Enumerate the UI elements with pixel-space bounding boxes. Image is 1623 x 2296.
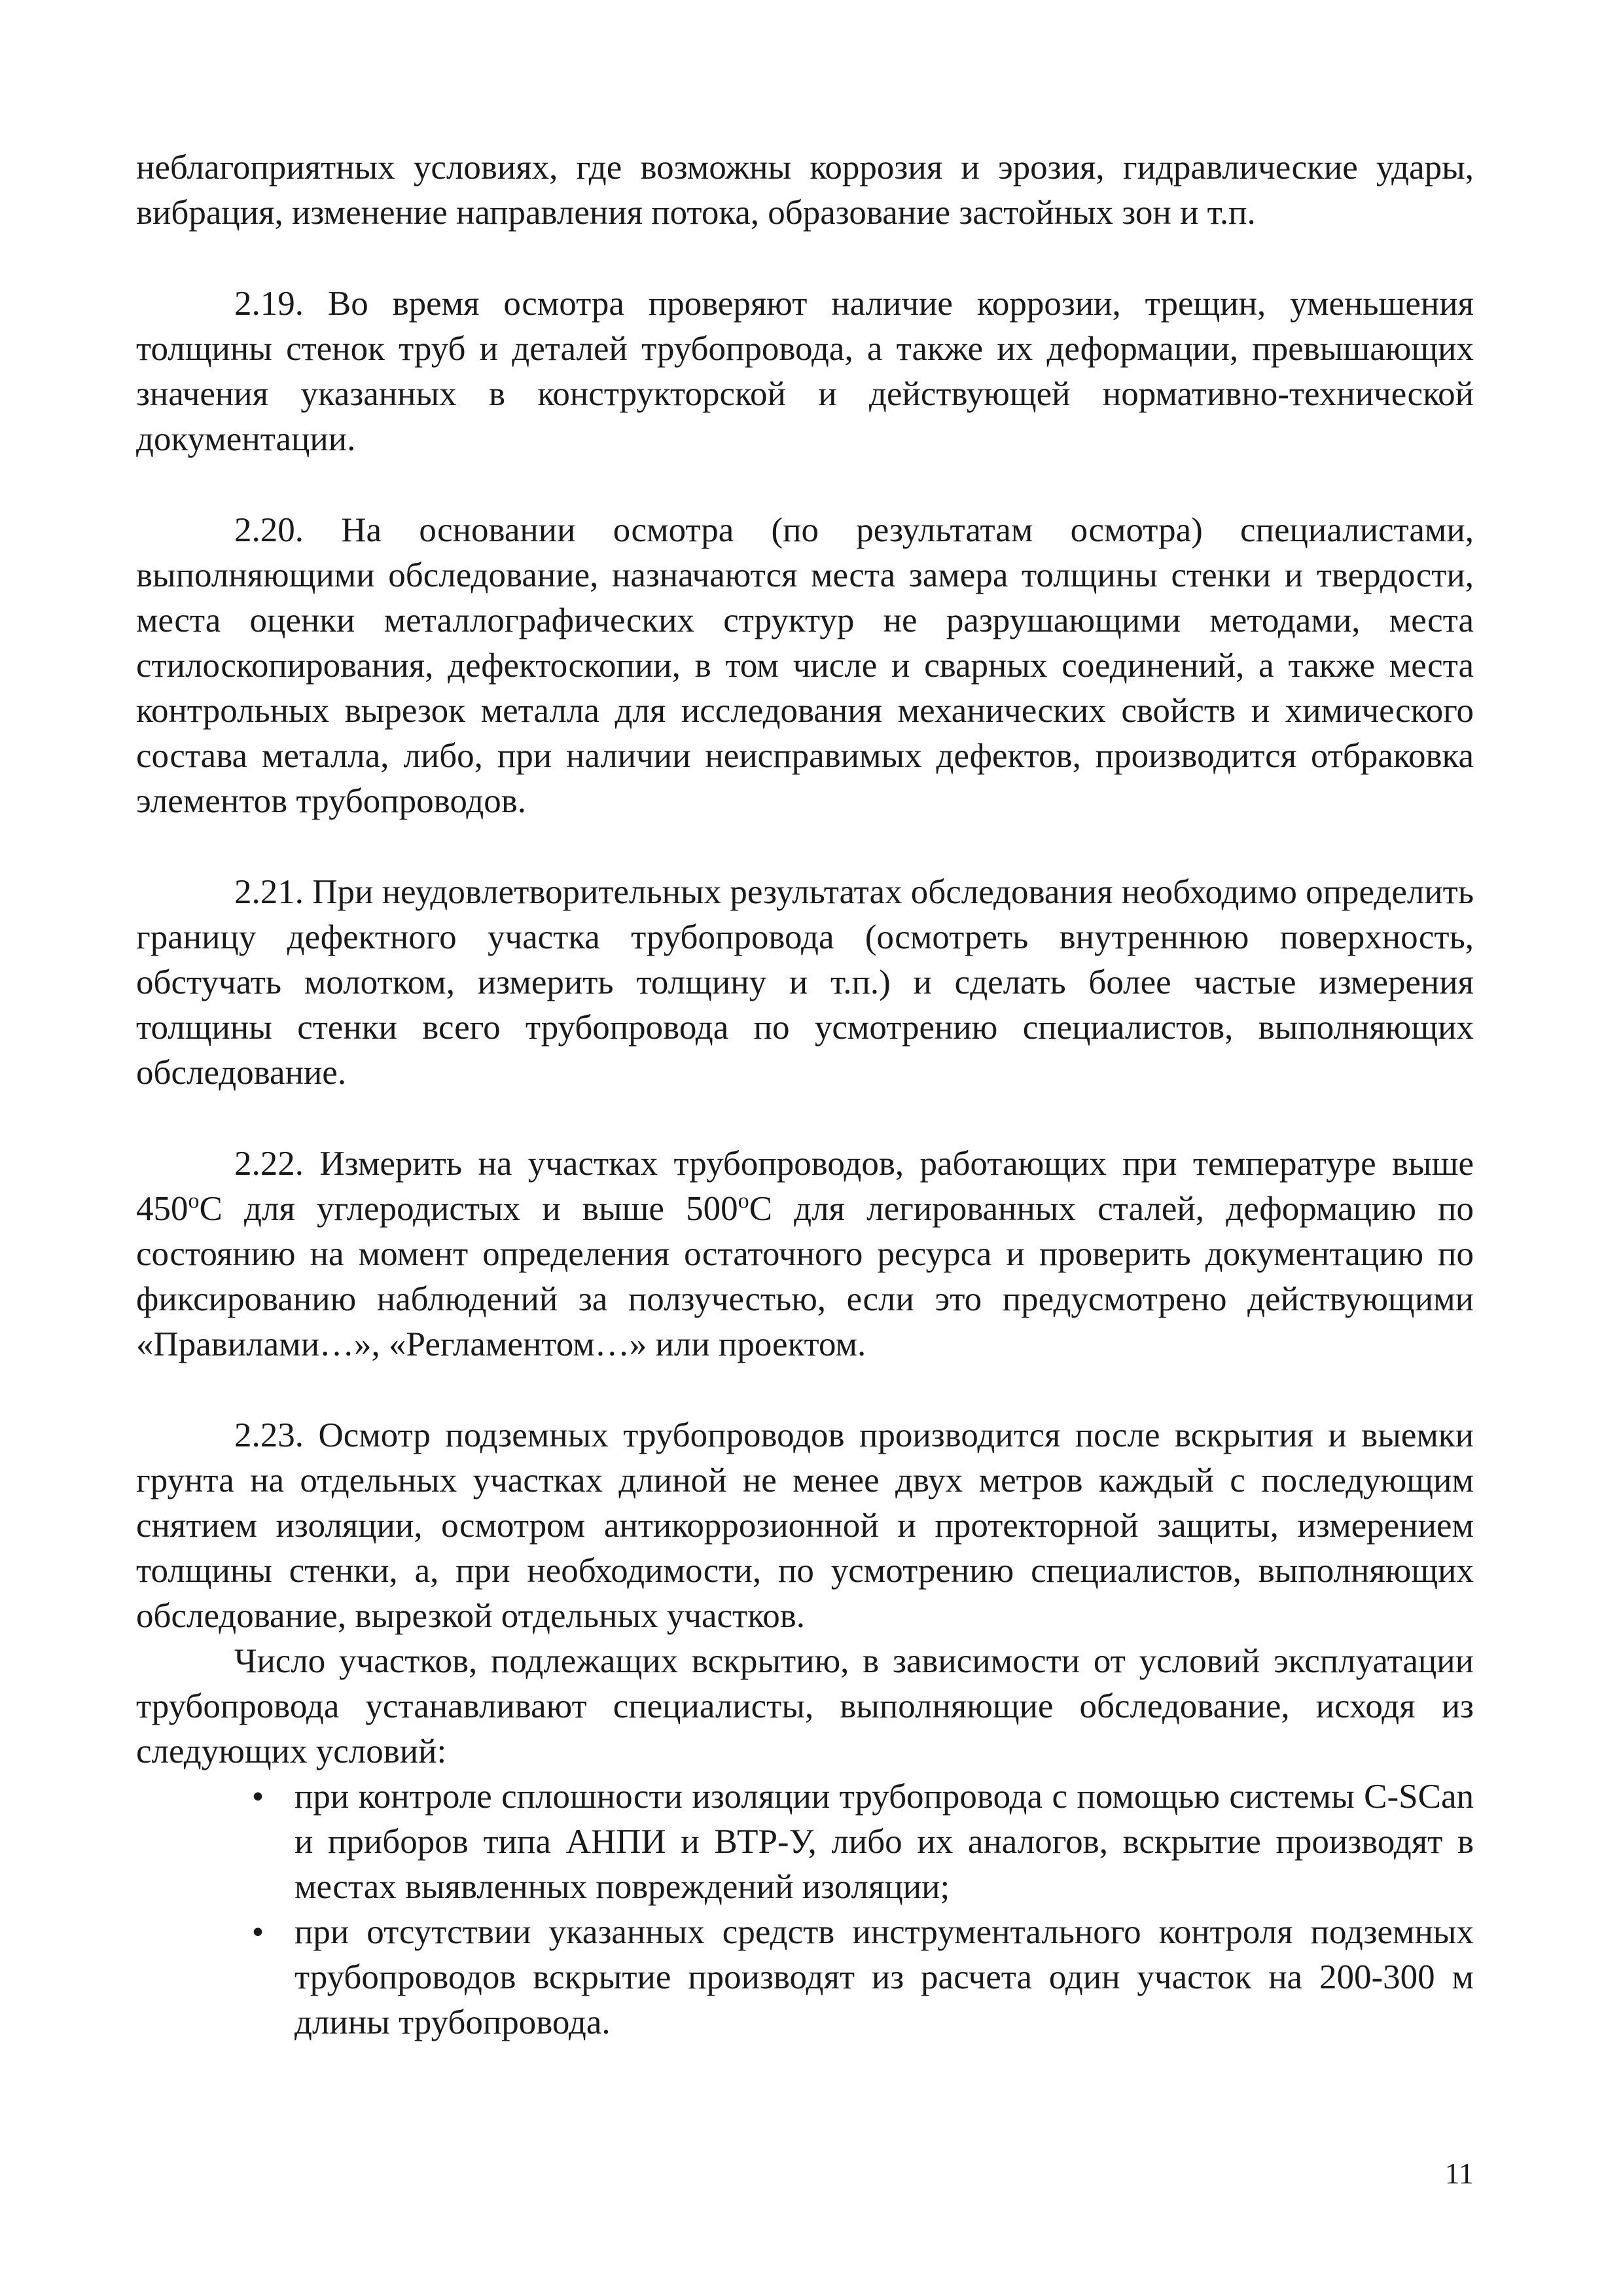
paragraph-2-21: 2.21. При неудовлетворительных результатах обследования необходимо определить границу дефектного участка трубопровода (осмотреть внутреннюю поверхность, обстучать молотком, измерить толщину и т.п.) и сделать более частые измерения толщины стенки всего трубопровода по усмотрению специалистов, выполняющих обследование.	[136, 873, 1474, 1092]
paragraph-2-23: 2.23. Осмотр подземных трубопроводов производится после вскрытия и выемки грунта на отдельных участках длиной не менее двух метров каждый с последующим снятием изоляции, осмотром антикоррозионной и протекторной защиты, измерением толщины стенки, а, при необходимости, по усмотрению специалистов, выполняющих обследование, вырезкой отдельных участков.	[136, 1416, 1474, 1635]
list-item	[136, 1910, 1474, 2045]
conditions-list	[136, 1774, 1474, 2045]
paragraph-2-22-part2: C для углеродистых и выше 500	[199, 1190, 738, 1228]
paragraph-2-22-part1: 2.22. Измерить на участках трубопроводов, работающих при температуре выше 450	[136, 1145, 1474, 1228]
page-number: 11	[1444, 2157, 1474, 2190]
paragraph-sections-count: Число участков, подлежащих вскрытию, в зависимости от условий эксплуатации трубопровода устанавливают специалисты, выполняющие обследование, исходя из следующих условий:	[136, 1642, 1474, 1770]
list-item-text: при контроле сплошности изоляции трубопровода с помощью системы C-SCan и приборов типа АНПИ и ВТР-У, либо их аналогов, вскрытие производят в местах выявленных повреждений изоляции;	[294, 1778, 1474, 1906]
degree-sign: o	[188, 1189, 200, 1213]
list-item	[136, 1774, 1474, 1910]
paragraph-continuation: неблагоприятных условиях, где возможны коррозия и эрозия, гидравлические удары, вибрация, изменение направления потока, образование застойных зон и т.п.	[136, 149, 1474, 232]
paragraph-2-22	[136, 1141, 1474, 1367]
bullet-icon: •	[251, 1913, 264, 1951]
paragraph-2-20: 2.20. На основании осмотра (по результатам осмотра) специалистами, выполняющими обследование, назначаются места замера толщины стенки и твердости, места оценки металлографических структур не разрушающими методами, места стилоскопирования, дефектоскопии, в том числе и сварных соединений, а также места контрольных вырезок металла для исследования механических свойств и химического состава металла, либо, при наличии неисправимых дефектов, производится отбраковка элементов трубопроводов.	[136, 511, 1474, 820]
bullet-icon: •	[251, 1778, 264, 1816]
paragraph-2-19: 2.19. Во время осмотра проверяют наличие коррозии, трещин, уменьшения толщины стенок труб и деталей трубопровода, а также их деформации, превышающих значения указанных в конструкторской и действующей нормативно-технической документации.	[136, 285, 1474, 458]
degree-sign: o	[738, 1189, 749, 1213]
page-body	[136, 145, 1474, 2045]
paragraph-2-22-part3: C для легированных сталей, деформацию по состоянию на момент определения остаточного ресурса и проверить документацию по фиксированию наблюдений за ползучестью, если это предусмотрено действующими «Правилами…», «Регламентом…» или проектом.	[136, 1190, 1474, 1363]
list-item-text: при отсутствии указанных средств инструментального контроля подземных трубопроводов вскрытие производят из расчета один участок на 200-300 м длины трубопровода.	[294, 1913, 1474, 2041]
